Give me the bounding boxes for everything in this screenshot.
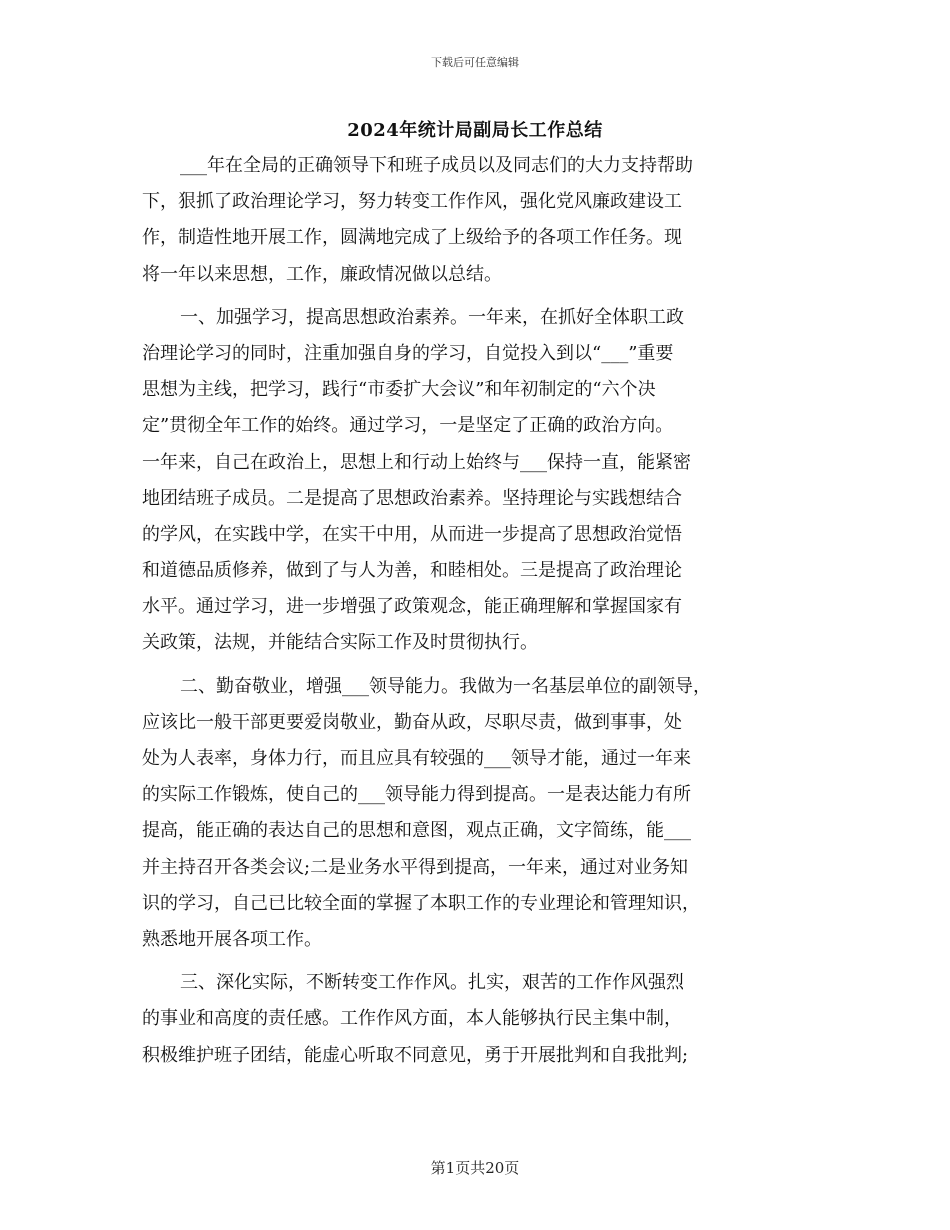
body-line: 定”贯彻全年工作的始终。通过学习，一是坚定了正确的政治方向。	[142, 415, 674, 437]
body-line: 积极维护班子团结，能虚心听取不同意见，勇于开展批判和自我批判;	[142, 1044, 689, 1066]
body-line: 处为人表率，身体力行，而且应具有较强的___领导才能，通过一年来	[142, 748, 691, 769]
body-line: 的实际工作锻炼，使自己的___领导能力得到提高。一是表达能力有所	[142, 784, 691, 806]
body-line: 地团结班子成员。二是提高了思想政治素养。坚持理论与实践想结合	[142, 487, 682, 509]
body-line: 二、勤奋敬业，增强___领导能力。我做为一名基层单位的副领导，	[180, 675, 711, 697]
body-line: 提高，能正确的表达自己的思想和意图，观点正确，文字简练，能___	[142, 820, 691, 842]
page-header-note: 下载后可任意编辑	[431, 56, 519, 69]
body-line: 关政策，法规，并能结合实际工作及时贯彻执行。	[142, 632, 538, 654]
body-line: 一、加强学习，提高思想政治素养。一年来，在抓好全体职工政	[180, 306, 684, 328]
paragraph-gap	[142, 293, 820, 300]
body-line: 应该比一般干部更要爱岗敬业，勤奋从政，尽职尽责，做到事事，处	[142, 711, 682, 733]
body-line: 作，制造性地开展工作，圆满地完成了上级给予的各项工作任务。现	[142, 227, 682, 249]
paragraph-gap	[142, 662, 820, 669]
body-line: 的事业和高度的责任感。工作作风方面，本人能够执行民主集中制，	[142, 1008, 682, 1030]
body-line: 熟悉地开展各项工作。	[142, 928, 322, 950]
body-line: 下，狠抓了政治理论学习，努力转变工作作风，强化党风廉政建设工	[142, 191, 682, 213]
body-line: 思想为主线，把学习，践行“市委扩大会议”和年初制定的“六个决	[142, 379, 656, 401]
document-title: 2024年统计局副局长工作总结	[347, 120, 603, 141]
body-line: 识的学习，自己已比较全面的掌握了本职工作的专业理论和管理知识，	[142, 892, 700, 914]
body-line: 治理论学习的同时，注重加强自身的学习，自觉投入到以“___”重要	[142, 342, 674, 364]
document-body	[142, 148, 820, 1074]
body-line: 将一年以来思想，工作，廉政情况做以总结。	[142, 263, 502, 285]
page-number-footer: 第1页共20页	[430, 1159, 520, 1177]
body-line: 的学风，在实践中学，在实干中用，从而进一步提高了思想政治觉悟	[142, 523, 682, 545]
body-line: 和道德品质修养，做到了与人为善，和睦相处。三是提高了政治理论	[142, 560, 682, 582]
body-line: 一年来，自己在政治上，思想上和行动上始终与___保持一直，能紧密	[142, 451, 691, 473]
body-line: 水平。通过学习，进一步增强了政策观念，能正确理解和掌握国家有	[142, 596, 682, 618]
body-line: ___年在全局的正确领导下和班子成员以及同志们的大力支持帮助	[180, 155, 693, 176]
body-line: 并主持召开各类会议;二是业务水平得到提高，一年来，通过对业务知	[142, 856, 689, 878]
body-line: 三、深化实际，不断转变工作作风。扎实，艰苦的工作作风强烈	[180, 972, 684, 994]
paragraph-gap	[142, 958, 820, 965]
